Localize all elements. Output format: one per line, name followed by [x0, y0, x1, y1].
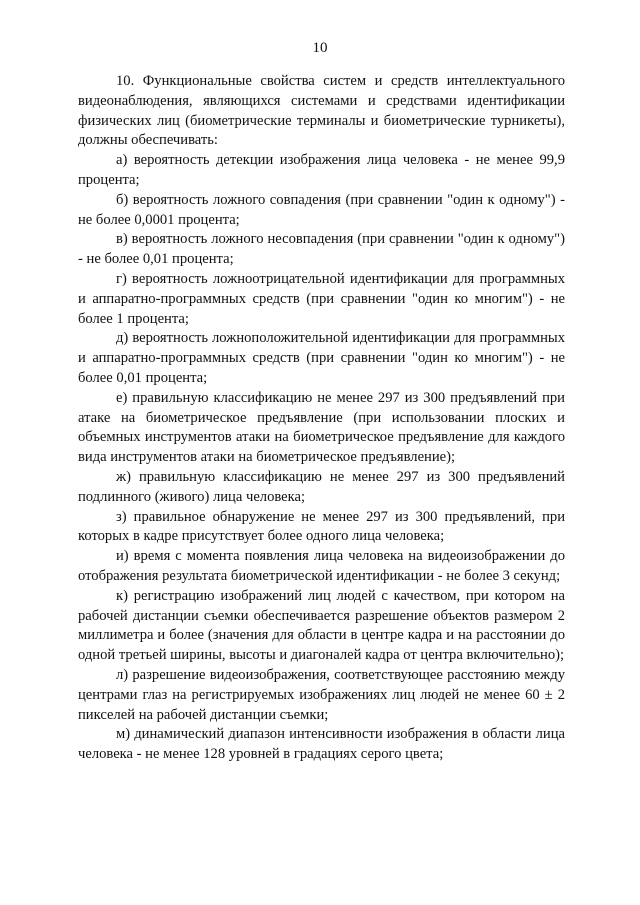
list-item-k: к) регистрацию изображений лиц людей с качеством, при котором на рабочей дистанции съемки обеспечивается разрешение объектов размером 2 миллиметра и более (значения для области в центре кадра и на расстоянии до одной третьей ширины, высоты и диагоналей кадра от центра включительно); — [78, 587, 565, 664]
list-item-v: в) вероятность ложного несовпадения (при сравнении "один к одному") - не более 0,01 процента; — [78, 231, 565, 268]
list-item-i: и) время с момента появления лица человека на видеоизображении до отображения результата биометрической идентификации - не более 3 секунд; — [78, 548, 565, 584]
list-item-b: б) вероятность ложного совпадения (при сравнении "один к одному") - не более 0,0001 процента; — [78, 191, 565, 228]
list-item-l: л) разрешение видеоизображения, соответствующее расстоянию между центрами глаз на регистрируемых изображениях лиц людей не менее 60 ± 2 пикселей на рабочей дистанции съемки; — [78, 666, 565, 723]
list-item-a: а) вероятность детекции изображения лица человека - не менее 99,9 процента; — [78, 152, 565, 188]
list-item-d: д) вероятность ложноположительной идентификации для программных и аппаратно-программных средств (при сравнении "один ко многим") - не более 0,01 процента; — [78, 330, 565, 386]
list-item-zh: ж) правильную классификацию не менее 297 из 300 предъявлений подлинного (живого) лица человека; — [78, 468, 565, 505]
page-number: 10 — [312, 40, 328, 56]
paragraph-intro: 10. Функциональные свойства систем и средств интеллектуального видеонаблюдения, являющихся системами и средствами идентификации физических лиц (биометрические терминалы и биометрические турникеты), должны обеспечивать: — [78, 73, 565, 149]
list-item-e: е) правильную классификацию не менее 297 из 300 предъявлений при атаке на биометрическое предъявление (при использовании плоских и объемных инструментов атаки на биометрическое предъявление для каждого вида инструментов атаки на биометрическое предъявление); — [78, 389, 565, 466]
document-body — [78, 72, 565, 765]
list-item-g: г) вероятность ложноотрицательной идентификации для программных и аппаратно-программных средств (при сравнении "один ко многим") - не более 1 процента; — [78, 270, 565, 327]
list-item-z: з) правильное обнаружение не менее 297 из 300 предъявлений, при которых в кадре присутствует более одного лица человека; — [78, 508, 565, 545]
list-item-m: м) динамический диапазон интенсивности изображения в области лица человека - не менее 128 уровней в градациях серого цвета; — [78, 726, 565, 763]
